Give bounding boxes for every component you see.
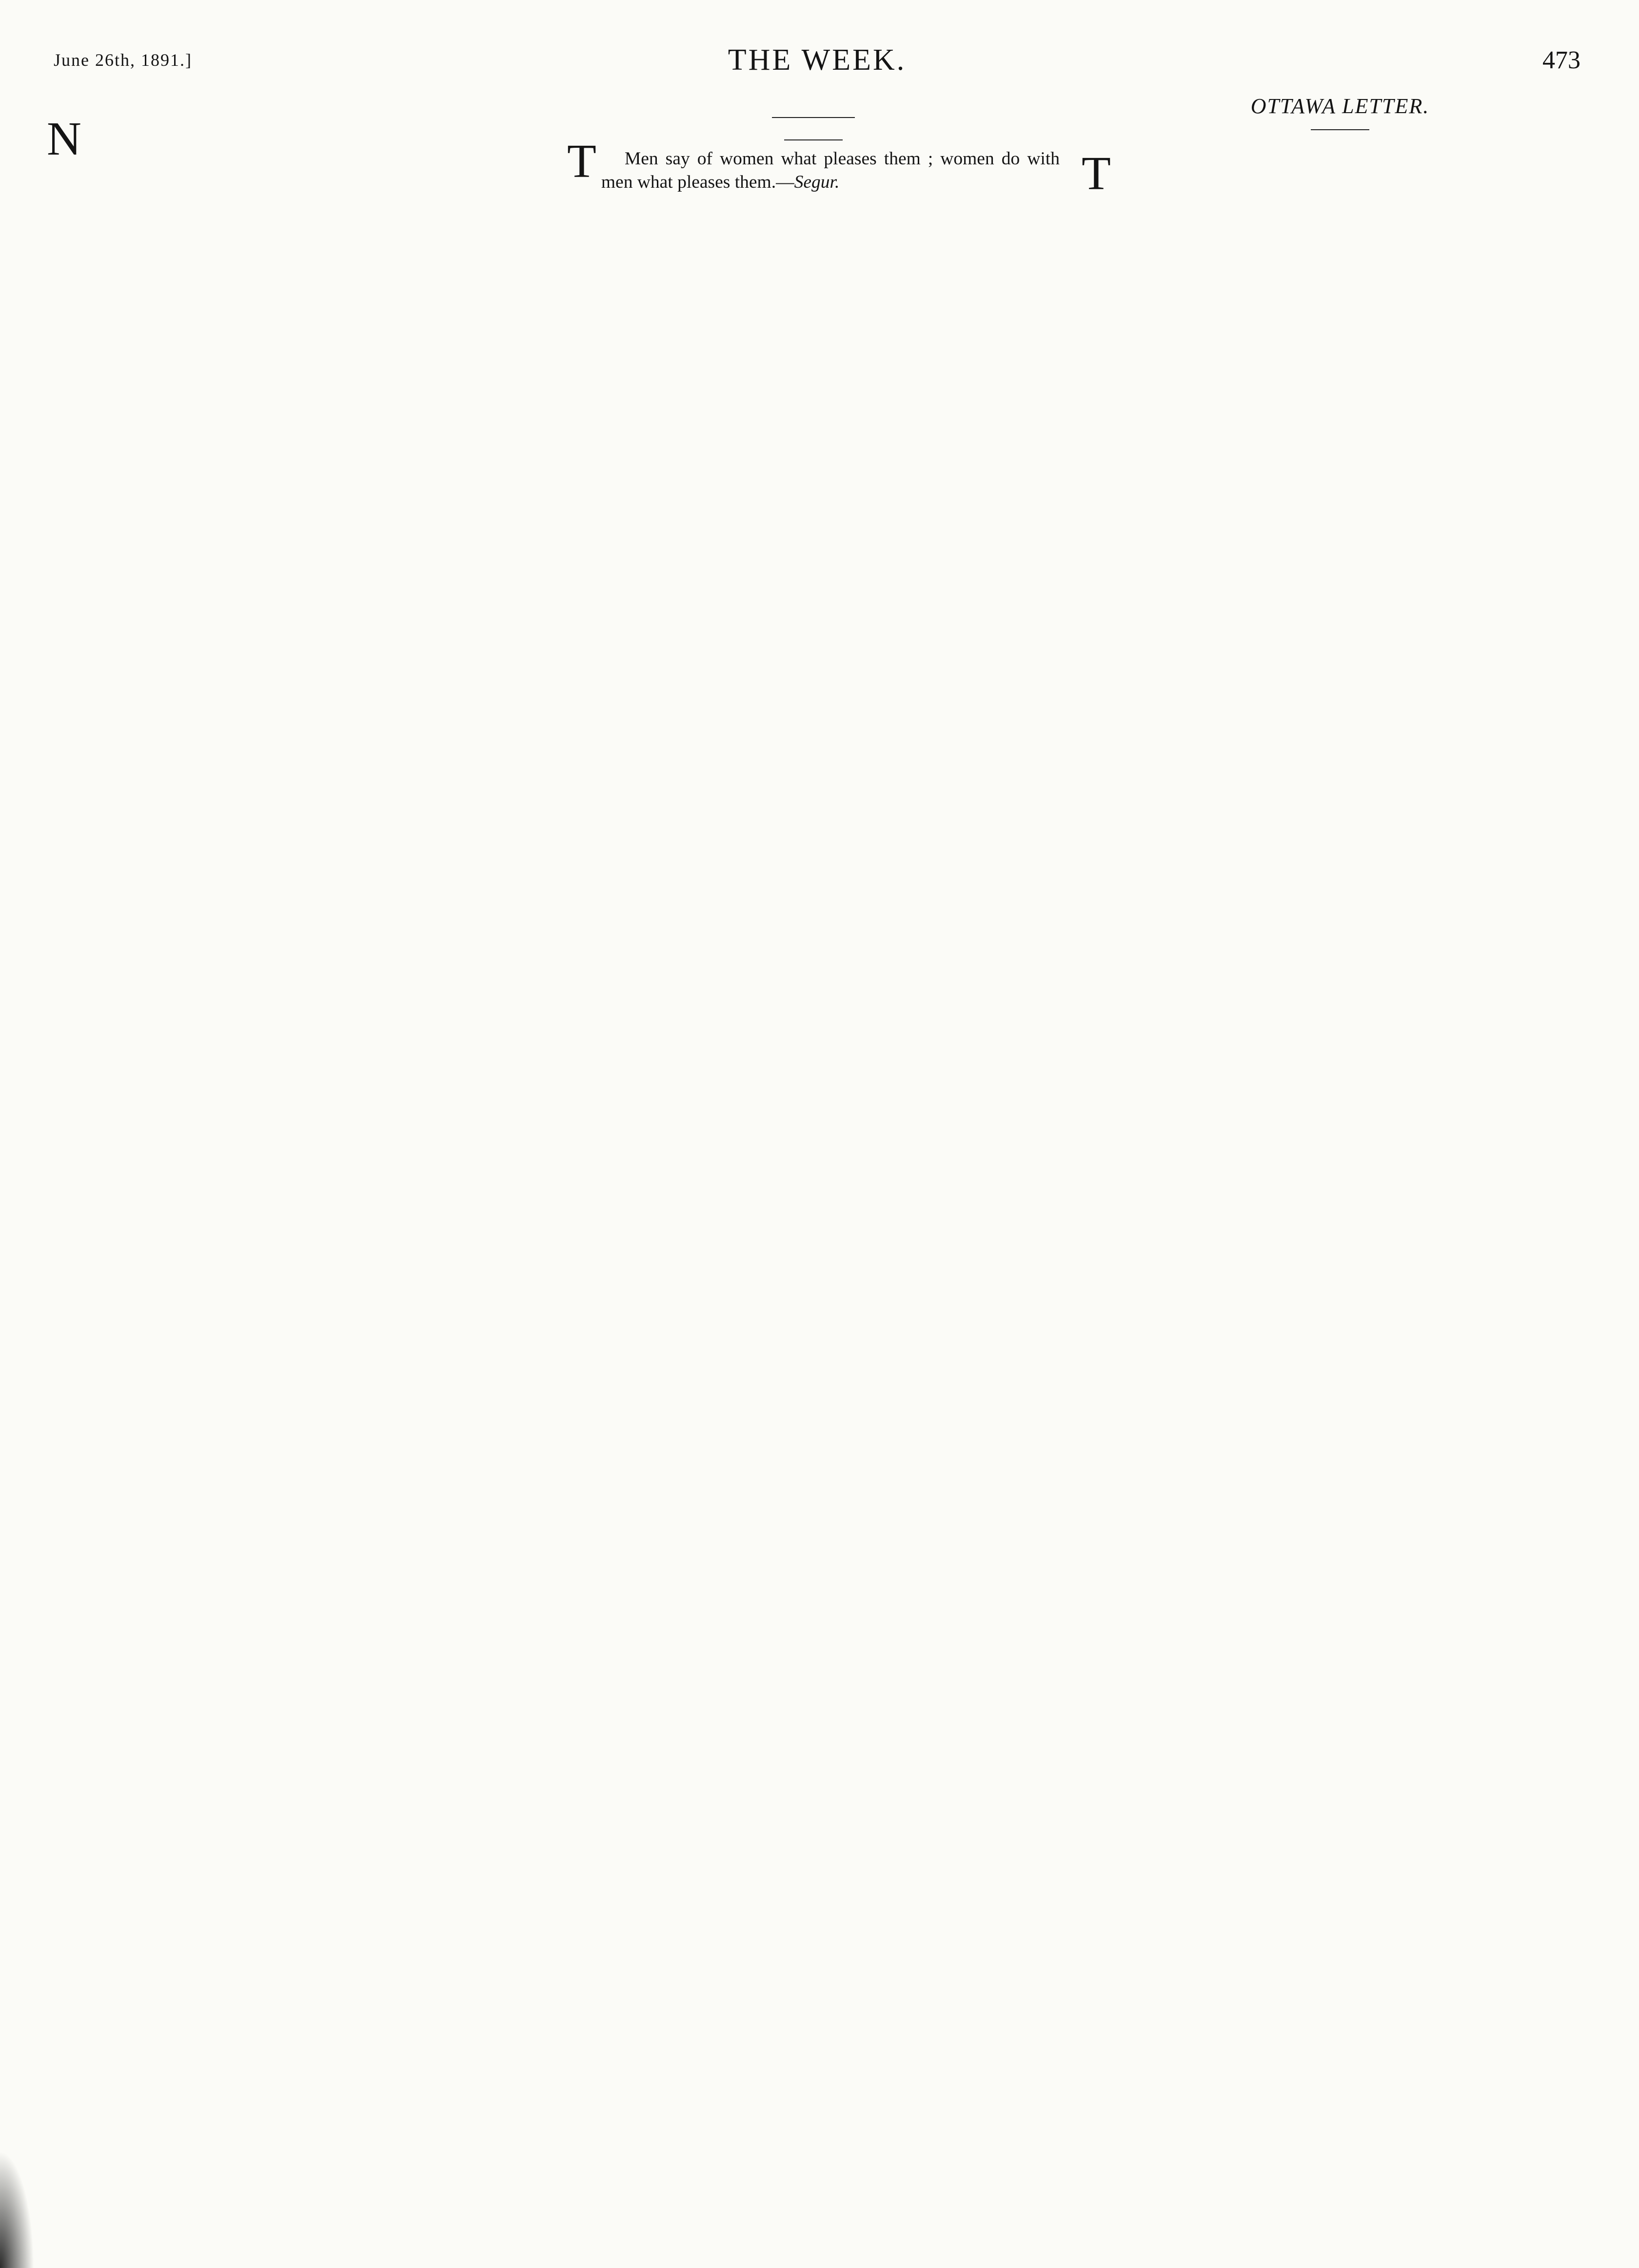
page-number: 473 <box>1542 46 1580 74</box>
drop-cap: N <box>47 113 81 165</box>
drop-cap: T <box>1082 147 1111 200</box>
drop-cap: T <box>567 135 596 188</box>
running-head <box>54 43 1580 82</box>
section-rule <box>772 117 855 118</box>
section-rule <box>784 139 843 140</box>
journal-title: THE WEEK. <box>728 43 907 77</box>
column-middle <box>567 96 1060 2207</box>
column-right <box>1082 96 1599 2207</box>
issue-date: June 26th, 1891.] <box>54 50 192 70</box>
scan-shadow <box>0 2151 34 2268</box>
quote-author: Segur. <box>794 172 840 192</box>
section-rule <box>1311 129 1369 130</box>
ottawa-letter-heading: OTTAWA LETTER. <box>1250 94 1430 118</box>
quote-text: Men say of women what pleases them ; women do with men what pleases them.— <box>601 149 1060 192</box>
column-left <box>47 96 542 2207</box>
closing-quote <box>567 147 1060 194</box>
